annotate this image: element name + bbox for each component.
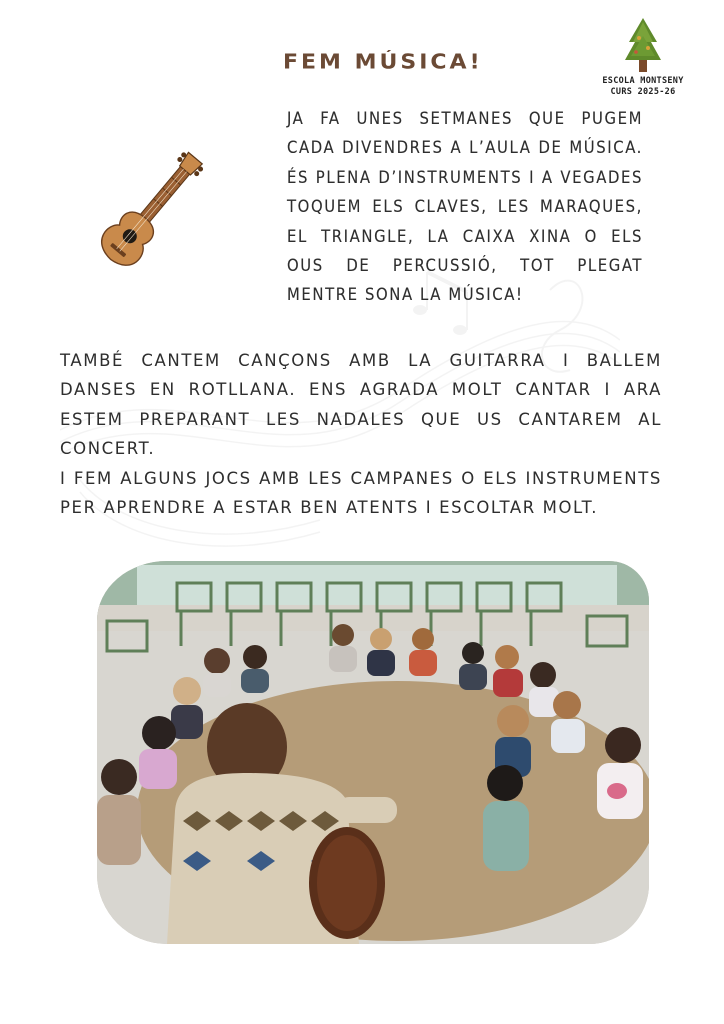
class-photo	[97, 561, 649, 944]
singing-paragraph: TAMBÉ CANTEM CANÇONS AMB LA GUITARRA I BALLEM DANSES EN ROTLLANA. ENS AGRADA MOLT CANTAR I ARA ESTEM PREPARANT LES NADALES QUE US CANTAREM AL CONCERT.	[60, 351, 662, 459]
school-logo	[597, 16, 689, 106]
games-paragraph: I FEM ALGUNS JOCS AMB LES CAMPANES O ELS INSTRUMENTS PER APRENDRE A ESTAR BEN ATENTS I ESCOLTAR MOLT.	[60, 468, 662, 518]
body-text	[60, 346, 662, 522]
logo-school-year: CURS 2025-26	[610, 87, 676, 97]
ukulele-icon	[92, 142, 210, 280]
tree-icon	[621, 16, 665, 74]
intro-paragraph: JA FA UNES SETMANES QUE PUGEM CADA DIVENDRES A L’AULA DE MÚSICA. ÉS PLENA D’INSTRUMENTS I A VEGADES TOQUEM ELS CLAVES, LES MARAQUES, EL TRIANGLE, LA CAIXA XINA O ELS OUS DE PERCUSSIÓ, TOT PLEGAT MENTRE SONA LA MÚSICA!	[287, 109, 643, 305]
page-title: FEM MÚSICA!	[283, 51, 483, 74]
logo-school-name: ESCOLA MONTSENY	[602, 76, 684, 86]
